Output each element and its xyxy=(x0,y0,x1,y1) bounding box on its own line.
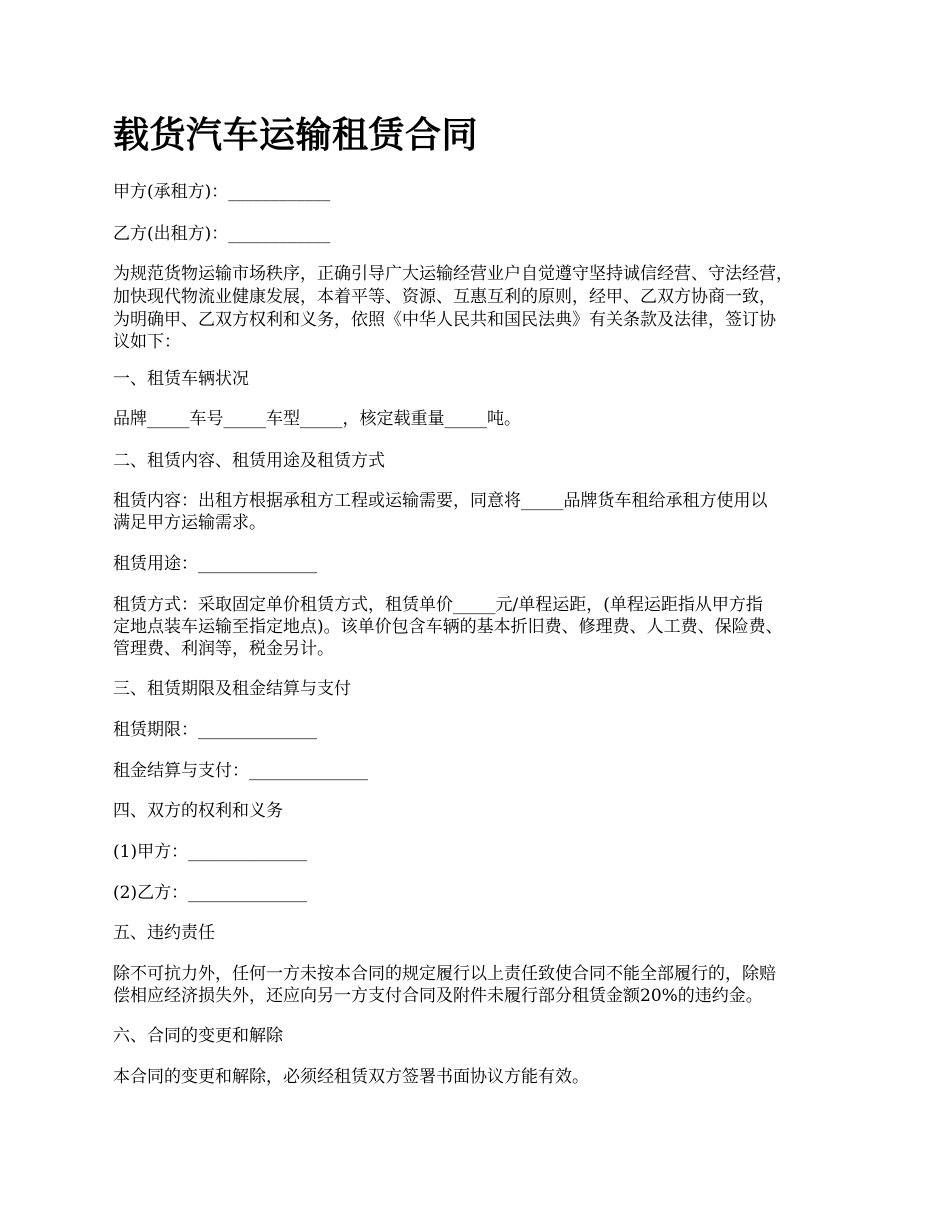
section1-heading: 一、租赁车辆状况 xyxy=(113,369,249,389)
section5-heading: 五、违约责任 xyxy=(113,923,215,943)
section4-party-a: (1)甲方：______________ xyxy=(113,842,308,862)
section4-party-b: (2)乙方：______________ xyxy=(113,883,308,903)
section2-method-line: 定地点装车运输至指定地点)。该单价包含车辆的基本折旧费、修理费、人工费、保险费、 xyxy=(113,617,783,637)
section4-heading: 四、双方的权利和义务 xyxy=(113,801,283,821)
section2-content-line: 满足甲方运输需求。 xyxy=(113,513,266,533)
section2-content-line: 租赁内容：出租方根据承租方工程或运输需要，同意将_____品牌货车租给承租方使用以 xyxy=(113,491,768,511)
preamble-line: 为规范货物运输市场秩序，正确引导广大运输经营业户自觉遵守坚持诚信经营、守法经营， xyxy=(113,264,793,284)
section2-method-line: 管理费、利润等，税金另计。 xyxy=(113,639,334,659)
preamble-line: 为明确甲、乙双方权利和义务，依照《中华人民共和国民法典》有关条款及法律，签订协 xyxy=(113,310,776,330)
section5-line: 除不可抗力外，任何一方未按本合同的规定履行以上责任致使合同不能全部履行的，除赔 xyxy=(113,964,776,984)
section2-method-line: 租赁方式：采取固定单价租赁方式，租赁单价_____元/单程运距，(单程运距指从甲方指 xyxy=(113,595,763,615)
section2-heading: 二、租赁内容、租赁用途及租赁方式 xyxy=(113,451,385,471)
party-b-line: 乙方(出租方)：____________ xyxy=(113,224,331,244)
section2-purpose: 租赁用途：______________ xyxy=(113,554,317,574)
section6-heading: 六、合同的变更和解除 xyxy=(113,1026,283,1046)
preamble-line: 议如下： xyxy=(113,332,181,352)
section3-heading: 三、租赁期限及租金结算与支付 xyxy=(113,679,351,699)
section5-line: 偿相应经济损失外，还应向另一方支付合同及附件未履行部分租赁金额20%的违约金。 xyxy=(113,986,763,1006)
section3-payment: 租金结算与支付：______________ xyxy=(113,761,368,781)
section6-text: 本合同的变更和解除，必须经租赁双方签署书面协议方能有效。 xyxy=(113,1067,589,1087)
party-a-line: 甲方(承租方)：____________ xyxy=(113,182,331,202)
preamble-line: 加快现代物流业健康发展，本着平等、资源、互惠互利的原则，经甲、乙双方协商一致， xyxy=(113,287,776,307)
document-title: 载货汽车运输租赁合同 xyxy=(113,115,479,156)
section1-text: 品牌_____车号_____车型_____，核定载重量_____吨。 xyxy=(113,409,521,429)
section3-term: 租赁期限：______________ xyxy=(113,720,317,740)
